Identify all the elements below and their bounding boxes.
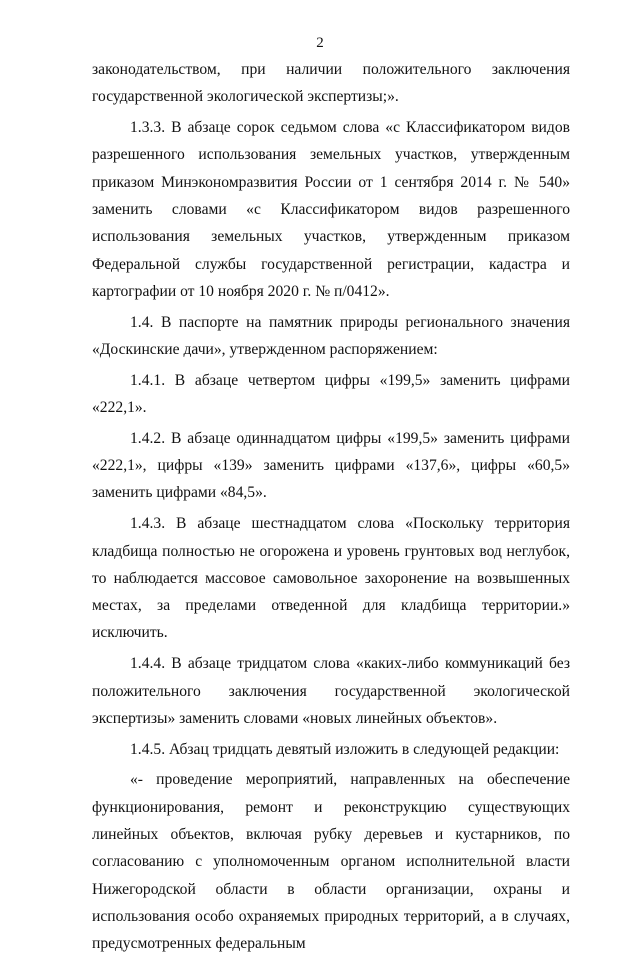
paragraph-quote: «- проведение мероприятий, направленных на обеспечение функционирования, ремонт и реконструкцию существующих линейных объектов, включая рубку деревьев и кустарников, по согласованию с уполномоченным органом исполнительной власти Нижегородской области в области организации, охраны и использования особо охраняемых природных территорий, а в случаях, предусмотренных федеральным [92,771,570,953]
paragraph-1-4-5: 1.4.5. Абзац тридцать девятый изложить в следующей редакции: [130,740,560,758]
paragraph-1-4-2: 1.4.2. В абзаце одиннадцатом цифры «199,5» заменить цифрами «222,1», цифры «139» заменить цифрами «137,6», цифры «60,5» заменить цифрами «84,5». [92,429,570,502]
paragraph-1-4-1: 1.4.1. В абзаце четвертом цифры «199,5» заменить цифрами «222,1». [92,371,570,417]
paragraph-1-4: 1.4. В паспорте на памятник природы регионального значения «Доскинские дачи», утвержденном распоряжением: [92,313,570,358]
paragraph-continuation: законодательством, при наличии положительного заключения государственной экологической экспертизы;». [92,61,570,106]
paragraph-1-4-4: 1.4.4. В абзаце тридцатом слова «каких-либо коммуникаций без положительного заключения государственной экологической экспертизы» заменить словами «новых линейных объектов». [92,655,570,727]
paragraph-1-3-3: 1.3.3. В абзаце сорок седьмом слова «с Классификатором видов разрешенного использования земельных участков, утвержденным приказом Минэкономразвития России от 1 сентября 2014 г. № 540» заменить словами «с Классификатором видов разрешенного использования земельных участков, утвержденным приказом Федеральной службы государственной регистрации, кадастра и картографии от 10 ноября 2020 г. № п/0412». [92,119,570,300]
document-body [92,56,570,961]
page-number: 2 [316,35,324,51]
paragraph-1-4-3: 1.4.3. В абзаце шестнадцатом слова «Поскольку территория кладбища полностью не огорожена и уровень грунтовых вод неглубок, то наблюдается массовое самовольное захоронение на возвышенных местах, за пределами отведенной для кладбища территории.» исключить. [92,515,570,642]
